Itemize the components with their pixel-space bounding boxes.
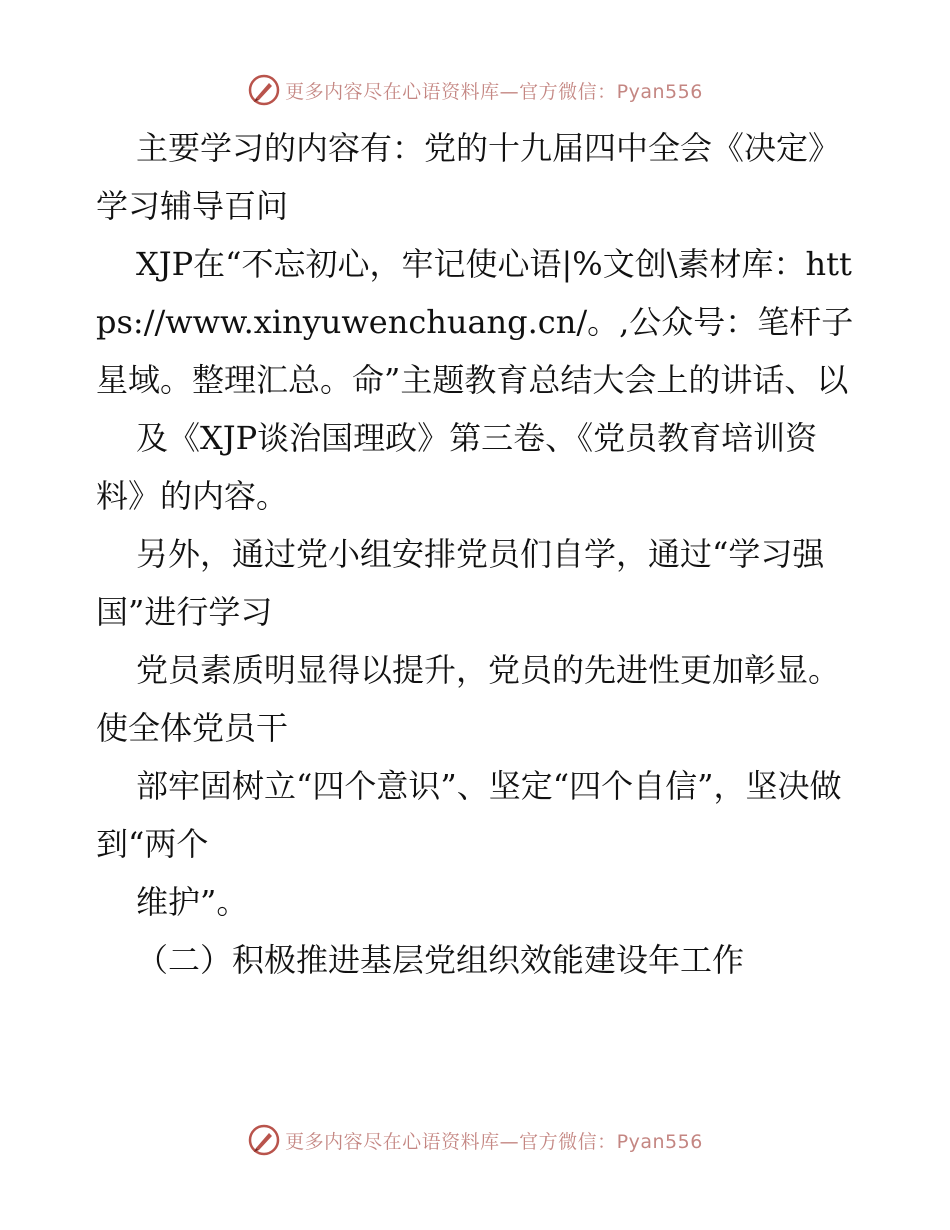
document-body	[96, 119, 856, 989]
paragraph: 党员素质明显得以提升，党员的先进性更加彰显。使全体党员干	[96, 651, 841, 747]
paragraph: 及《XJP谈治国理政》第三卷、《党员教育培训资料》的内容。	[96, 419, 818, 515]
watermark-text: 更多内容尽在心语资料库—官方微信：Pyan556	[285, 1130, 703, 1153]
footer-watermark	[0, 1120, 950, 1160]
pen-logo-icon	[247, 73, 281, 107]
paragraph: 维护”。	[136, 883, 249, 921]
pen-logo-icon	[247, 1123, 281, 1157]
paragraph: 部牢固树立“四个意识”、坚定“四个自信”，坚决做到“两个	[96, 767, 842, 863]
section-heading: （二）积极推进基层党组织效能建设年工作	[136, 941, 745, 979]
paragraph: XJP在“不忘初心，牢记使心语|%文创\素材库：https://www.xinyuwenchuang.cn/。,公众号：笔杆子星域。整理汇总。命”主题教育总结大会上的讲话、以	[96, 245, 854, 399]
paragraph: 主要学习的内容有：党的十九届四中全会《决定》学习辅导百问	[96, 129, 841, 225]
paragraph: 另外，通过党小组安排党员们自学，通过“学习强国”进行学习	[96, 535, 825, 631]
watermark-text: 更多内容尽在心语资料库—官方微信：Pyan556	[285, 80, 703, 103]
header-watermark	[0, 70, 950, 110]
